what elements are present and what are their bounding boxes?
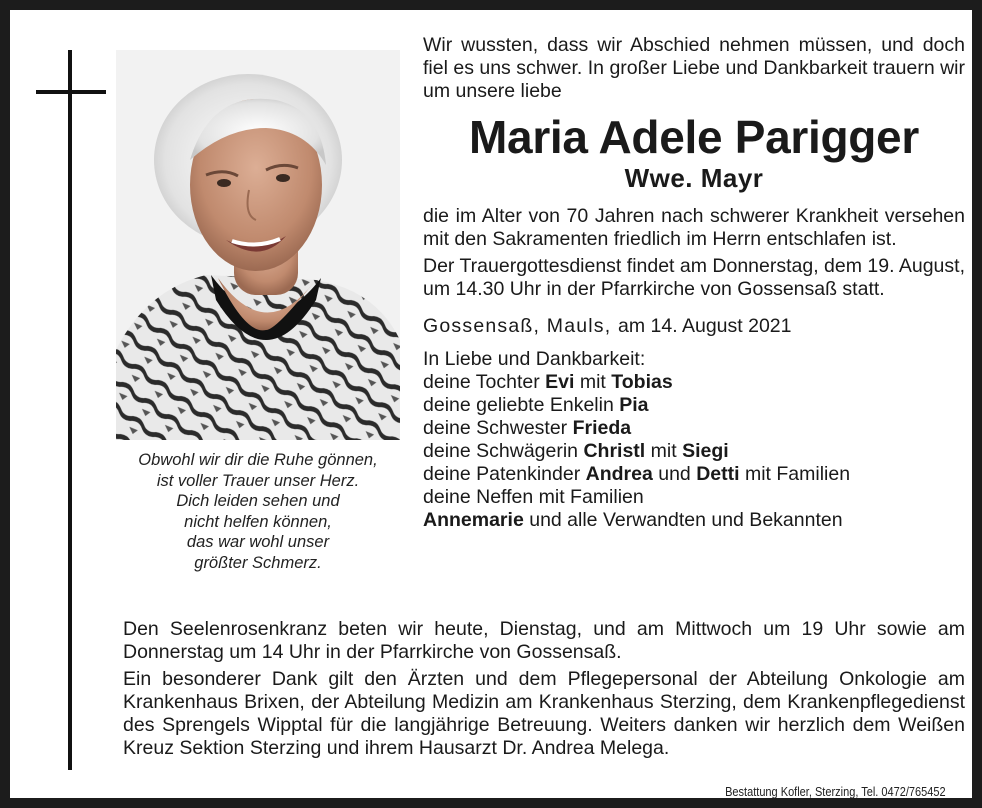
poem-line: nicht helfen können, bbox=[184, 512, 332, 531]
poem-line: das war wohl unser bbox=[186, 533, 330, 551]
deceased-name: Maria Adele Parigger bbox=[469, 111, 919, 163]
intro-text: Wir wussten, dass wir Abschied nehmen müssen, und doch fiel es uns schwer. In großer Liebe und Dankbarkeit trauern wir um unsere liebe bbox=[423, 34, 965, 102]
mourners-list bbox=[423, 348, 965, 532]
obituary-main-column bbox=[423, 34, 965, 532]
thanks-text: Ein besonderer Dank gilt den Ärzten und dem Pflegepersonal der Abteilung Onkologie am Krankenhaus Brixen, der Abteilung Medizin am Krankenhaus Sterzing, dem Krankenpflegedienst des Sprengels Wipptal für die langjährige Betreuung. Weiters danken wir herzlich dem Weißen Kreuz Sektion Sterzing und ihrem Hausarzt Dr. Andrea Melega. bbox=[123, 668, 965, 759]
memorial-poem bbox=[116, 450, 400, 573]
closing-section bbox=[123, 618, 965, 764]
list-item: deine geliebte Enkelin Pia bbox=[423, 394, 649, 416]
place-text: Gossensaß, Mauls, bbox=[423, 315, 612, 337]
poem-line: Obwohl wir dir die Ruhe gönnen, bbox=[138, 451, 378, 469]
list-item: deine Neffen mit Familien bbox=[423, 486, 644, 508]
mourners-heading: In Liebe und Dankbarkeit: bbox=[423, 348, 646, 370]
poem-line: ist voller Trauer unser Herz. bbox=[156, 471, 360, 490]
cross-icon-vertical-beam bbox=[68, 50, 72, 770]
list-item: deine Tochter Evi mit Tobias bbox=[423, 371, 673, 393]
date-text: am 14. August 2021 bbox=[618, 315, 792, 337]
portrait-photo bbox=[116, 50, 400, 440]
widow-note: Wwe. Mayr bbox=[624, 163, 764, 193]
poem-line: Dich leiden sehen und bbox=[176, 492, 340, 510]
passing-text: die im Alter von 70 Jahren nach schwerer Krankheit versehen mit den Sakramenten friedlich im Herrn entschlafen ist. bbox=[423, 205, 965, 250]
list-item: Annemarie und alle Verwandten und Bekannten bbox=[423, 509, 843, 531]
funeral-service-text: Der Trauergottesdienst findet am Donnerstag, dem 19. August, um 14.30 Uhr in der Pfarrkirche von Gossensaß statt. bbox=[423, 255, 965, 300]
list-item: deine Patenkinder Andrea und Detti mit Familien bbox=[423, 463, 851, 485]
undertaker-credit: Bestattung Kofler, Sterzing, Tel. 0472/765452 bbox=[725, 785, 946, 799]
rosary-text: Den Seelenrosenkranz beten wir heute, Dienstag, und am Mittwoch um 19 Uhr sowie am Donnerstag um 14 Uhr in der Pfarrkirche von Gossensaß. bbox=[123, 618, 965, 663]
place-date-line bbox=[423, 315, 965, 338]
list-item: deine Schwester Frieda bbox=[423, 417, 632, 439]
poem-line: größter Schmerz. bbox=[194, 553, 322, 572]
cross-icon-horizontal-beam bbox=[36, 90, 106, 94]
list-item: deine Schwägerin Christl mit Siegi bbox=[423, 440, 729, 462]
